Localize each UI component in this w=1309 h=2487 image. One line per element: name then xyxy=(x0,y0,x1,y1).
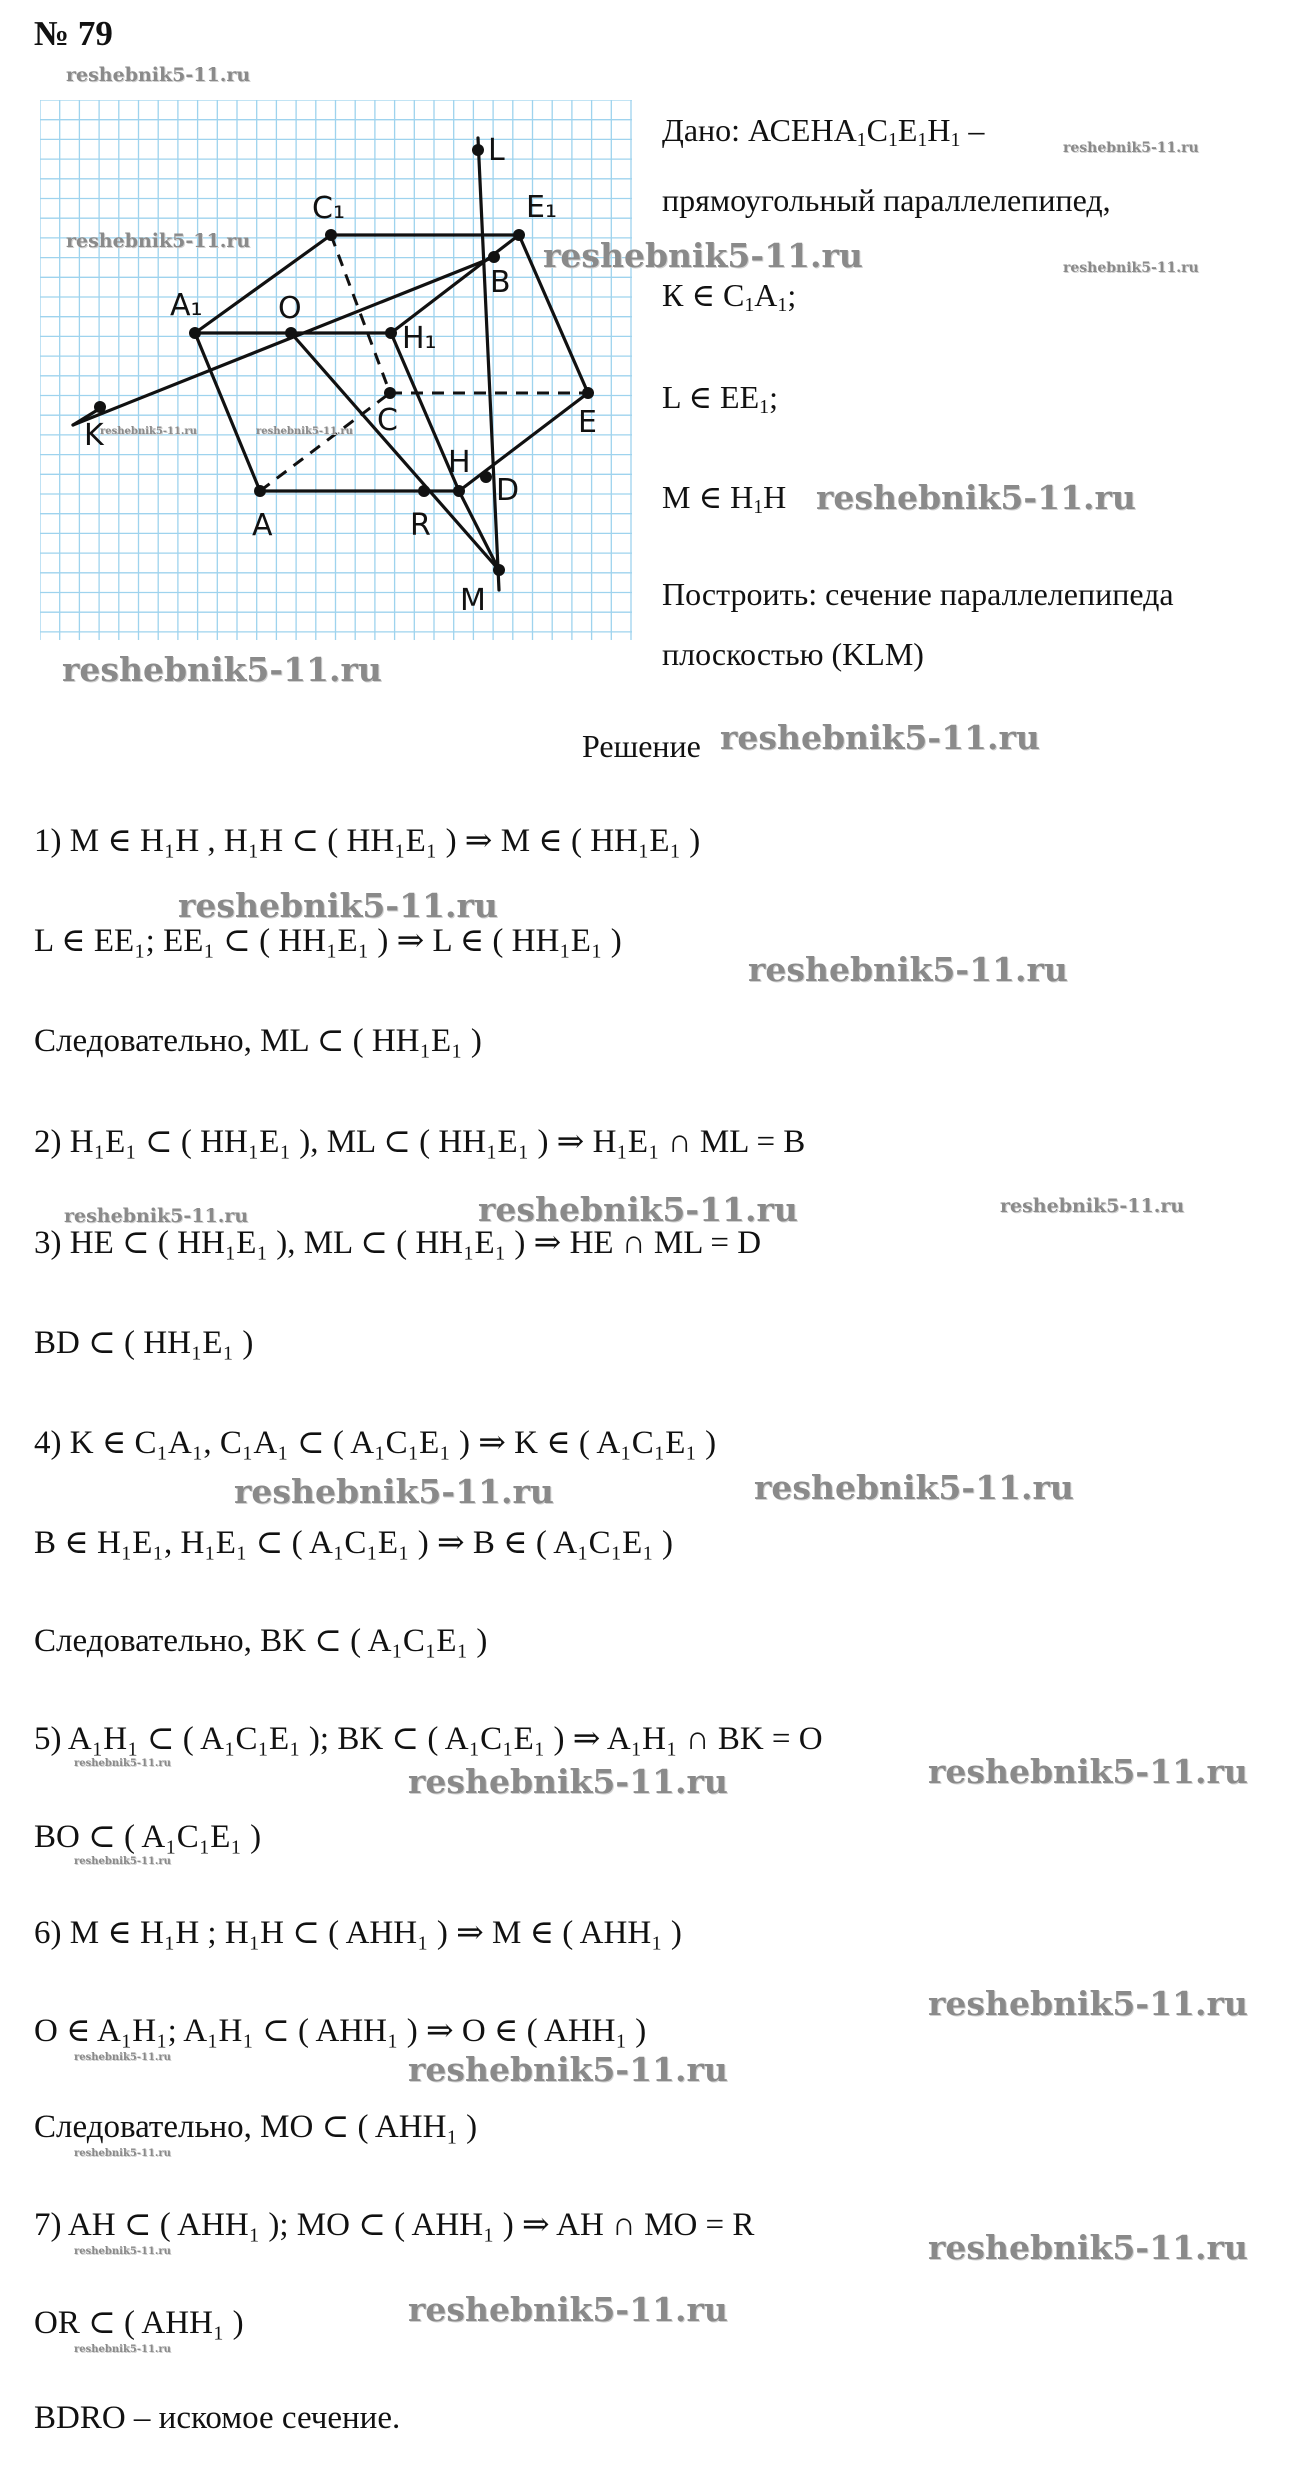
label-L: L xyxy=(488,133,505,168)
problem-number: № 79 xyxy=(34,14,113,53)
watermark: reshebnik5-11.ru xyxy=(64,1205,249,1227)
step-6c: Следовательно, MO ⊂ ( AHH₁ ) xyxy=(34,2109,478,2145)
step-4a: 4) K ∈ C₁A₁, C₁A₁ ⊂ ( A₁C₁E₁ ) ⇒ K ∈ ( A₁C₁E₁ ) xyxy=(34,1425,717,1461)
step-2: 2) H₁E₁ ⊂ ( HH₁E₁ ), ML ⊂ ( HH₁E₁ ) ⇒ H₁E₁ ∩ ML = B xyxy=(34,1124,806,1160)
watermark: reshebnik5-11.ru xyxy=(1063,140,1199,156)
step-6a: 6) M ∈ H₁H ; H₁H ⊂ ( AHH₁ ) ⇒ M ∈ ( AHH₁ ) xyxy=(34,1915,682,1951)
given-line-4: L ∈ $ЕЕ_1$; xyxy=(662,379,778,418)
step-7b: OR ⊂ ( AHH₁ ) xyxy=(34,2305,244,2341)
label-H1: H₁ xyxy=(402,321,437,356)
watermark: reshebnik5-11.ru xyxy=(928,1984,1248,2023)
watermark: reshebnik5-11.ru xyxy=(62,650,382,689)
step-7: 7) AH ⊂ ( AHH₁ ); MO ⊂ ( AHH₁ ) ⇒ AH ∩ MO = R xyxy=(34,2207,755,2243)
given-line-2: прямоугольный параллелепипед, xyxy=(662,182,1111,218)
watermark: reshebnik5-11.ru xyxy=(408,2290,728,2329)
label-A: A xyxy=(252,508,273,543)
watermark: reshebnik5-11.ru xyxy=(74,1856,171,1867)
label-M: M xyxy=(460,583,486,618)
watermark: reshebnik5-11.ru xyxy=(816,478,1136,517)
watermark: reshebnik5-11.ru xyxy=(74,2344,171,2355)
watermark: reshebnik5-11.ru xyxy=(928,2228,1248,2267)
watermark: reshebnik5-11.ru xyxy=(74,2148,171,2159)
watermark: reshebnik5-11.ru xyxy=(74,1758,171,1769)
step-6b: O ∈ A₁H₁; A₁H₁ ⊂ ( AHH₁ ) ⇒ O ∈ ( AHH₁ ) xyxy=(34,2013,647,2049)
step-1b: L ∈ EE₁; EE₁ ⊂ ( HH₁E₁ ) ⇒ L ∈ ( HH₁E₁ ) xyxy=(34,923,622,959)
label-A1: A₁ xyxy=(170,288,203,323)
label-R: R xyxy=(410,508,431,543)
hidden-edge-c1-c xyxy=(331,235,390,393)
given-line-1: Дано: $АСЕНА_1С_1Е_1Н_1$ – xyxy=(662,112,985,151)
watermark: reshebnik5-11.ru xyxy=(408,1762,728,1801)
step-3b: BD ⊂ ( HH₁E₁ ) xyxy=(34,1325,254,1361)
step-8: BDRO – искомое сечение. xyxy=(34,2400,401,2436)
given-line-5: М ∈ $Н_1Н$ xyxy=(662,479,787,518)
step-5b: BO ⊂ ( A₁C₁E₁ ) xyxy=(34,1819,262,1855)
watermark: reshebnik5-11.ru xyxy=(178,886,498,925)
watermark: reshebnik5-11.ru xyxy=(66,64,251,86)
graph-paper-grid xyxy=(40,100,632,640)
watermark: reshebnik5-11.ru xyxy=(74,2052,171,2063)
solution-heading: Решение xyxy=(582,728,701,764)
parallelepiped-figure xyxy=(40,100,632,650)
watermark: reshebnik5-11.ru xyxy=(1000,1195,1185,1217)
watermark: reshebnik5-11.ru xyxy=(720,718,1040,757)
watermark: reshebnik5-11.ru xyxy=(928,1752,1248,1791)
label-K: K xyxy=(84,418,104,453)
given-line-7: плоскостью (KLM) xyxy=(662,636,924,672)
step-5: 5) A₁H₁ ⊂ ( A₁C₁E₁ ); BK ⊂ ( A₁C₁E₁ ) ⇒ A₁H₁ ∩ BK = O xyxy=(34,1721,823,1757)
watermark: reshebnik5-11.ru xyxy=(256,426,353,437)
given-line-3: К ∈ $С_1А_1$; xyxy=(662,277,797,316)
watermark: reshebnik5-11.ru xyxy=(543,236,863,275)
label-E1: E₁ xyxy=(526,190,557,225)
label-E: E xyxy=(578,405,597,440)
watermark: reshebnik5-11.ru xyxy=(234,1472,554,1511)
label-C: C xyxy=(377,403,398,438)
watermark: reshebnik5-11.ru xyxy=(100,426,197,437)
watermark: reshebnik5-11.ru xyxy=(66,230,251,252)
edge-h-e xyxy=(459,393,588,491)
label-D: D xyxy=(496,473,520,508)
watermark: reshebnik5-11.ru xyxy=(408,2050,728,2089)
label-O: O xyxy=(278,291,302,326)
edge-a1-c1 xyxy=(195,235,331,333)
step-4b: B ∈ H₁E₁, H₁E₁ ⊂ ( A₁C₁E₁ ) ⇒ B ∈ ( A₁C₁E₁ ) xyxy=(34,1525,674,1561)
watermark: reshebnik5-11.ru xyxy=(478,1190,798,1229)
edge-e1-e xyxy=(519,235,588,393)
watermark: reshebnik5-11.ru xyxy=(754,1468,1074,1507)
step-1a: 1) M ∈ H₁H , H₁H ⊂ ( HH₁E₁ ) ⇒ M ∈ ( HH₁E₁ ) xyxy=(34,823,701,859)
hidden-edge-a-c xyxy=(260,393,390,491)
label-C1: C₁ xyxy=(312,191,345,226)
step-3: 3) HE ⊂ ( HH₁E₁ ), ML ⊂ ( HH₁E₁ ) ⇒ HE ∩ ML = D xyxy=(34,1225,762,1261)
step-4c: Следовательно, BK ⊂ ( A₁C₁E₁ ) xyxy=(34,1623,488,1659)
watermark: reshebnik5-11.ru xyxy=(748,950,1068,989)
watermark: reshebnik5-11.ru xyxy=(1063,260,1199,276)
label-H: H xyxy=(448,445,471,480)
label-B: B xyxy=(490,265,511,300)
step-1c: Следовательно, ML ⊂ ( HH₁E₁ ) xyxy=(34,1023,482,1059)
watermark: reshebnik5-11.ru xyxy=(74,2246,171,2257)
given-line-6: Построить: сечение параллелепипеда xyxy=(662,576,1174,612)
line-l-m xyxy=(478,138,499,590)
